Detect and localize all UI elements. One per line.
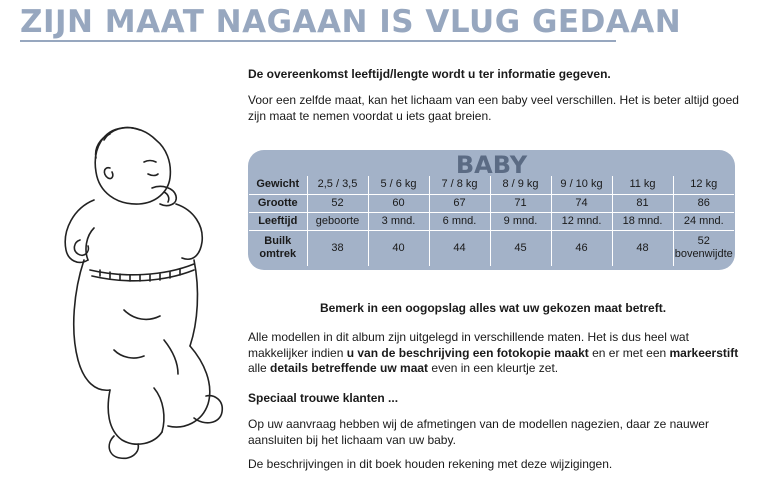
table-cell: 52 bovenwijdte	[673, 230, 734, 266]
table-cell: 9 / 10 kg	[551, 176, 612, 194]
table-row	[249, 194, 734, 212]
models-bold-2: markeerstift	[669, 345, 739, 360]
table-cell: 60	[368, 194, 429, 212]
models-bold-1: u van de beschrijving een fotokopie maakt	[346, 345, 589, 360]
table-cell: 71	[490, 194, 551, 212]
page-title: ZIJN MAAT NAGAAN IS VLUG GEDAAN	[20, 4, 682, 40]
table-cell: 18 mnd.	[612, 212, 673, 230]
table-row	[249, 230, 734, 266]
table-cell: 86	[673, 194, 734, 212]
special-heading: Speciaal trouwe klanten ...	[248, 391, 399, 405]
table-cell: 11 kg	[612, 176, 673, 194]
intro-paragraph: Voor een zelfde maat, kan het lichaam van een baby veel verschillen. Het is beter altijd goed zijn maat te nemen voordat u iets gaat breien.	[248, 93, 739, 123]
table-cell: 8 / 9 kg	[490, 176, 551, 194]
table-row	[249, 212, 734, 230]
models-paragraph	[248, 330, 748, 377]
table-cell: 46	[551, 230, 612, 266]
table-cell: 67	[429, 194, 490, 212]
table-cell: 38	[307, 230, 368, 266]
models-text-4: even in een kleurtje zet.	[428, 361, 559, 375]
special-paragraph: Op uw aanvraag hebben wij de afmetingen van de modellen nagezien, daar ze nauwer aansluiten bij het lichaam van uw baby.	[248, 417, 709, 447]
table-cell: 9 mnd.	[490, 212, 551, 230]
row-label: Leeftijd	[249, 212, 307, 230]
models-bold-3: details betreffende uw maat	[270, 361, 429, 375]
table-cell: geboorte	[307, 212, 368, 230]
table-cell: 81	[612, 194, 673, 212]
size-table-title: BABY	[455, 151, 528, 179]
table-cell: 52	[307, 194, 368, 212]
table-cell: 48	[612, 230, 673, 266]
table-cell: 7 / 8 kg	[429, 176, 490, 194]
models-text-1: Alle modellen in dit album zijn uitgelegd in verschillende maten. Het is dus heel wat makkelijker indien	[248, 330, 689, 360]
table-cell: 6 mnd.	[429, 212, 490, 230]
closing-paragraph: De beschrijvingen in dit boek houden rekening met deze wijzigingen.	[248, 457, 613, 471]
table-cell: 44	[429, 230, 490, 266]
table-row	[249, 176, 734, 194]
table-cell: 5 / 6 kg	[368, 176, 429, 194]
table-cell: 12 kg	[673, 176, 734, 194]
row-label: Grootte	[249, 194, 307, 212]
table-cell: 2,5 / 3,5	[307, 176, 368, 194]
row-label: Gewicht	[249, 176, 307, 194]
intro-lead: De overeenkomst leeftijd/lengte wordt u ter informatie gegeven.	[248, 67, 611, 81]
table-cell: 45	[490, 230, 551, 266]
table-cell: 74	[551, 194, 612, 212]
table-cell: 12 mnd.	[551, 212, 612, 230]
remark-heading: Bemerk in een oogopslag alles wat uw gekozen maat betreft.	[319, 301, 667, 315]
row-label: Builk omtrek	[249, 230, 307, 266]
size-table	[248, 150, 735, 270]
baby-illustration	[44, 100, 234, 470]
title-underline	[20, 40, 616, 42]
table-cell: 3 mnd.	[368, 212, 429, 230]
table-cell: 40	[368, 230, 429, 266]
models-text-3: alle	[248, 361, 271, 375]
models-text-2: en er met een	[588, 345, 670, 360]
size-table-grid	[249, 176, 734, 266]
table-cell: 24 mnd.	[673, 212, 734, 230]
